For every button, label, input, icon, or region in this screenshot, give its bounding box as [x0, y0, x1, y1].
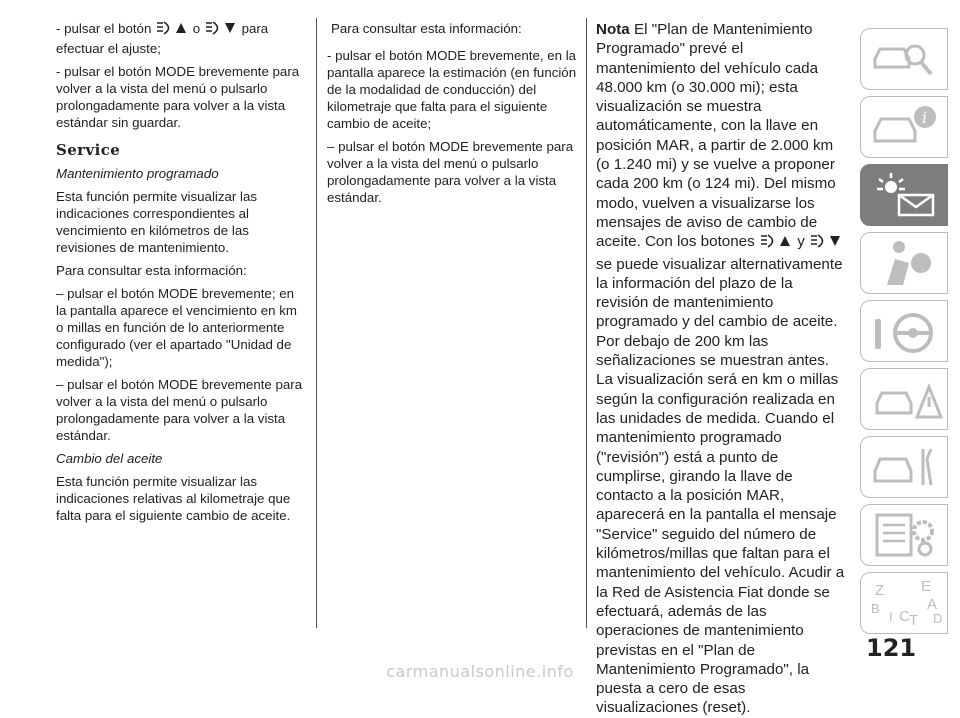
section-heading: Service — [56, 141, 121, 159]
note-label: Nota — [596, 21, 630, 38]
tab-alphabet-index[interactable] — [860, 572, 948, 634]
index-letter: D — [933, 611, 943, 626]
tab-airbag[interactable] — [860, 232, 948, 294]
checklist-gear-icon — [869, 509, 943, 561]
paragraph: – pulsar el botón MODE brevemente para volver a la vista del menú o pulsarlo prolongadamente para volver a la vista estándar. — [327, 139, 574, 205]
index-letter: A — [927, 596, 938, 613]
paragraph: – pulsar el botón MODE brevemente para volver a la vista del menú o pulsarlo prolongadamente para volver a la vista estándar. — [56, 377, 303, 443]
warning-lights-icon — [869, 169, 943, 221]
car-tools-icon — [869, 441, 943, 493]
tab-steering-wheel[interactable] — [860, 300, 948, 362]
car-search-icon — [869, 33, 943, 85]
dim-light-up-icon — [155, 20, 189, 40]
note-paragraph: Nota El "Plan de Mantenimiento Programado" prevé el mantenimiento del vehículo cada 48.000 km (o 30.000 mi); esta visualización se muestra automáticamente, con la llave en posición MAR, a partir de 2.000 km (o 1.240 mi) y se vuelve a proponer cada 200 km (o 124 mi). Del mismo modo, vuelven a visualizarse los mensajes de aviso de cambio de aceite. Con los botones y se puede visualizar alternativamente la información del plazo de la revisión de mantenimiento programado y del cambio de aceite. Por debajo de 200 km las señalizaciones se muestran antes. La visualización será en km o millas según la configuración realizada en las unidades de medida. Cuando el mantenimiento programado ("revisión") está a punto de cumplirse, girando la llave de contacto a la posición MAR, aparecerá en la pantalla el mensaje "Service" seguido del número de kilómetros/millas que faltan para el mantenimiento del vehículo. Acudir a la Red de Asistencia Fiat donde se efectuará, además de las operaciones de mantenimiento previstas en el "Plan de Mantenimiento Programado", la puesta a cero de esas visualizaciones (reset). — [596, 21, 845, 717]
tab-car-search[interactable] — [860, 28, 948, 90]
index-letter: C — [899, 608, 910, 625]
paragraph: - pulsar el botón o para efectuar el ajuste; — [56, 21, 269, 56]
tab-car-crash[interactable] — [860, 368, 948, 430]
column-divider — [316, 18, 317, 628]
dim-light-up-icon — [759, 233, 793, 254]
paragraph: Para consultar esta información: — [56, 263, 247, 278]
column-3 — [596, 20, 846, 718]
paragraph: Esta función permite visualizar las indicaciones relativas al kilometraje que falta para el siguiente cambio de aceite. — [56, 474, 291, 523]
airbag-icon — [869, 237, 943, 289]
tab-warning-lights[interactable] — [860, 164, 948, 226]
tab-car-tools[interactable] — [860, 436, 948, 498]
paragraph: – pulsar el botón MODE brevemente; en la pantalla aparece el vencimiento en km o millas en función de lo anteriormente configurado (ver el apartado "Unidad de medida"); — [56, 286, 297, 369]
paragraph: - pulsar el botón MODE brevemente para volver a la vista del menú o pulsarlo prolongadamente para volver a la vista estándar sin guardar. — [56, 64, 300, 130]
car-info-icon — [869, 101, 943, 153]
car-crash-icon — [869, 373, 943, 425]
dim-light-down-icon — [809, 233, 843, 254]
paragraph: Esta función permite visualizar las indicaciones correspondientes al vencimiento en kilómetros de las revisiones de mantenimiento. — [56, 189, 258, 255]
tab-checklist[interactable] — [860, 504, 948, 566]
dim-light-down-icon — [204, 20, 238, 40]
column-divider — [586, 18, 587, 628]
column-1 — [56, 20, 304, 530]
subheading: Mantenimiento programado — [56, 166, 219, 181]
index-letter: I — [889, 609, 893, 624]
paragraph: Para consultar esta información: — [331, 21, 522, 36]
index-letter: B — [871, 601, 880, 616]
page-number: 121 — [866, 634, 917, 662]
subheading: Cambio del aceite — [56, 451, 163, 466]
paragraph: - pulsar el botón MODE brevemente, en la pantalla aparece la estimación (en función de la modalidad de conducción) del kilometraje que falta para el siguiente cambio de aceite; — [327, 48, 577, 131]
svg-text:i: i — [922, 108, 928, 127]
chapter-tabs — [860, 28, 948, 640]
tab-car-info[interactable] — [860, 96, 948, 158]
index-letter: E — [921, 578, 932, 595]
steering-wheel-icon — [869, 305, 943, 357]
index-letter: Z — [875, 582, 885, 599]
watermark: carmanualsonline.info — [386, 662, 574, 681]
index-letter: T — [909, 612, 919, 629]
column-2 — [327, 20, 580, 212]
alphabet-index-icon — [869, 577, 943, 629]
